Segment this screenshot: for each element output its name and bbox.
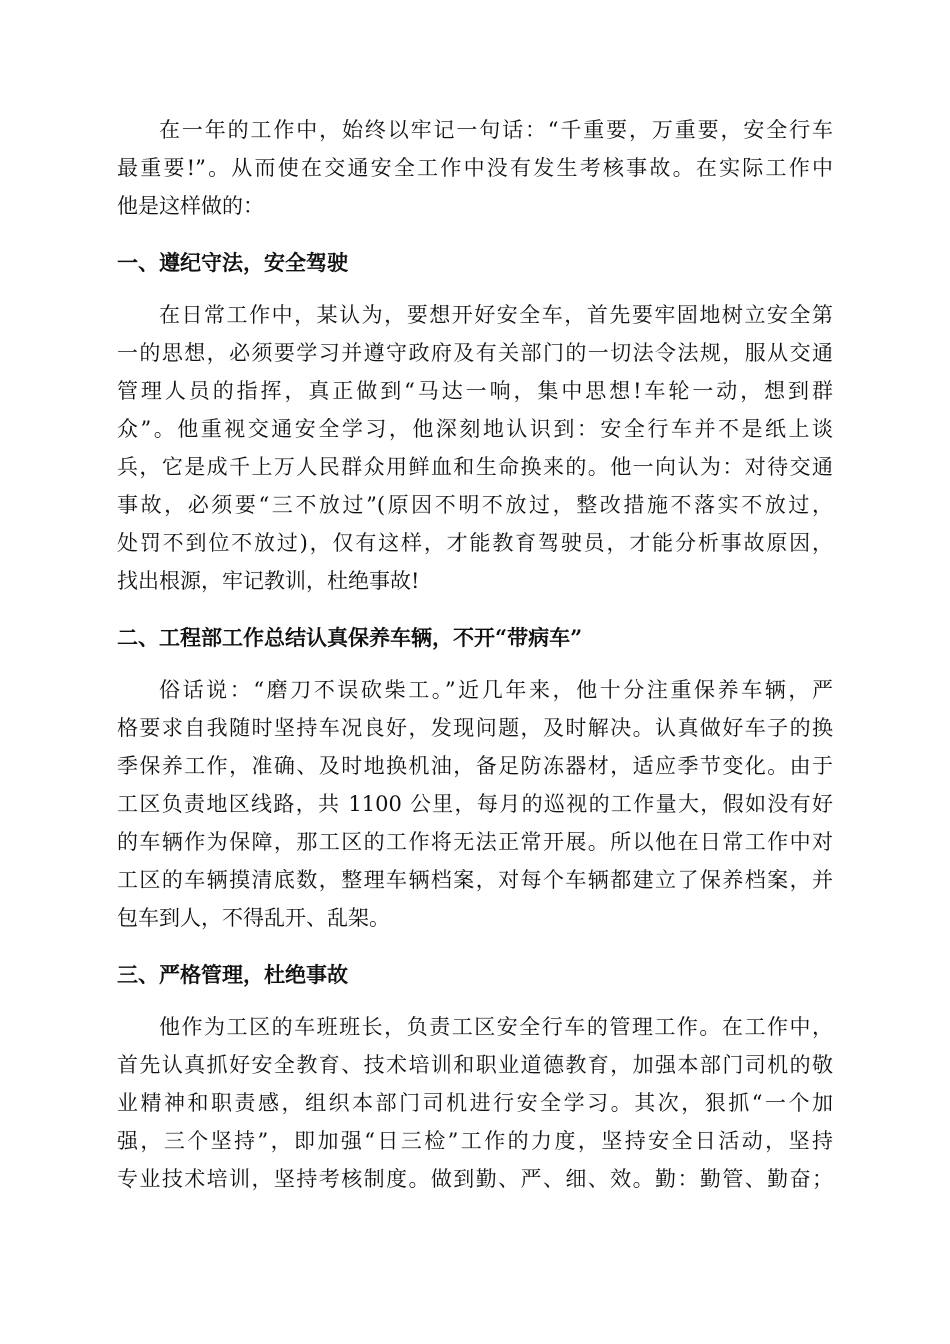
section-2-line: 的车辆作为保障，那工区的工作将无法正常开展。所以他在日常工作中对: [117, 830, 833, 854]
section-1-line: 兵，它是成千上万人民群众用鲜血和生命换来的。他一向认为：对待交通: [117, 455, 833, 479]
section-1-line: 处罚不到位不放过)，仅有这样，才能教育驾驶员，才能分析事故原因，: [117, 531, 833, 555]
section-1-line: 众”。他重视交通安全学习，他深刻地认识到：安全行车并不是纸上谈: [117, 417, 833, 441]
section-1-line: 管理人员的指挥，真正做到“马达一响，集中思想!车轮一动，想到群: [117, 379, 833, 403]
section-3-line: 他作为工区的车班班长，负责工区安全行车的管理工作。在工作中，: [159, 1015, 833, 1039]
section-1-heading: 一、遵纪守法，安全驾驶: [117, 250, 348, 275]
intro-line-1: 在一年的工作中，始终以牢记一句话：“千重要，万重要，安全行车: [159, 118, 833, 142]
section-3-line: 专业技术培训，坚持考核制度。做到勤、严、细、效。勤：勤管、勤奋；: [117, 1167, 833, 1191]
section-2-heading: 二、工程部工作总结认真保养车辆，不开“带病车”: [117, 625, 583, 650]
section-3-line: 首先认真抓好安全教育、技术培训和职业道德教育，加强本部门司机的敬: [117, 1053, 833, 1077]
intro-line-3: 他是这样做的：: [117, 194, 264, 218]
section-2-line: 工区负责地区线路，共 1100 公里，每月的巡视的工作量大，假如没有好: [117, 792, 833, 816]
section-2-line: 包车到人，不得乱开、乱架。: [117, 906, 390, 930]
section-1-line: 事故，必须要“三不放过”(原因不明不放过，整改措施不落实不放过，: [117, 493, 833, 517]
section-1-line: 在日常工作中，某认为，要想开好安全车，首先要牢固地树立安全第: [159, 303, 833, 327]
section-2-line: 工区的车辆摸清底数，整理车辆档案，对每个车辆都建立了保养档案，并: [117, 868, 833, 892]
section-2-line: 俗话说：“磨刀不误砍柴工。”近几年来，他十分注重保养车辆，严: [159, 678, 833, 702]
section-3-line: 业精神和职责感，组织本部门司机进行安全学习。其次，狠抓“一个加: [117, 1091, 833, 1115]
section-2-line: 季保养工作，准确、及时地换机油，备足防冻器材，适应季节变化。由于: [117, 754, 833, 778]
intro-line-2: 最重要!”。从而使在交通安全工作中没有发生考核事故。在实际工作中: [117, 156, 833, 180]
section-3-heading: 三、严格管理，杜绝事故: [117, 962, 348, 987]
section-1-line: 找出根源，牢记教训，杜绝事故!: [117, 569, 420, 593]
section-2-line: 格要求自我随时坚持车况良好，发现问题，及时解决。认真做好车子的换: [117, 716, 833, 740]
section-3-line: 强，三个坚持”，即加强“日三检”工作的力度，坚持安全日活动，坚持: [117, 1129, 833, 1153]
section-1-line: 一的思想，必须要学习并遵守政府及有关部门的一切法令法规，服从交通: [117, 341, 833, 365]
